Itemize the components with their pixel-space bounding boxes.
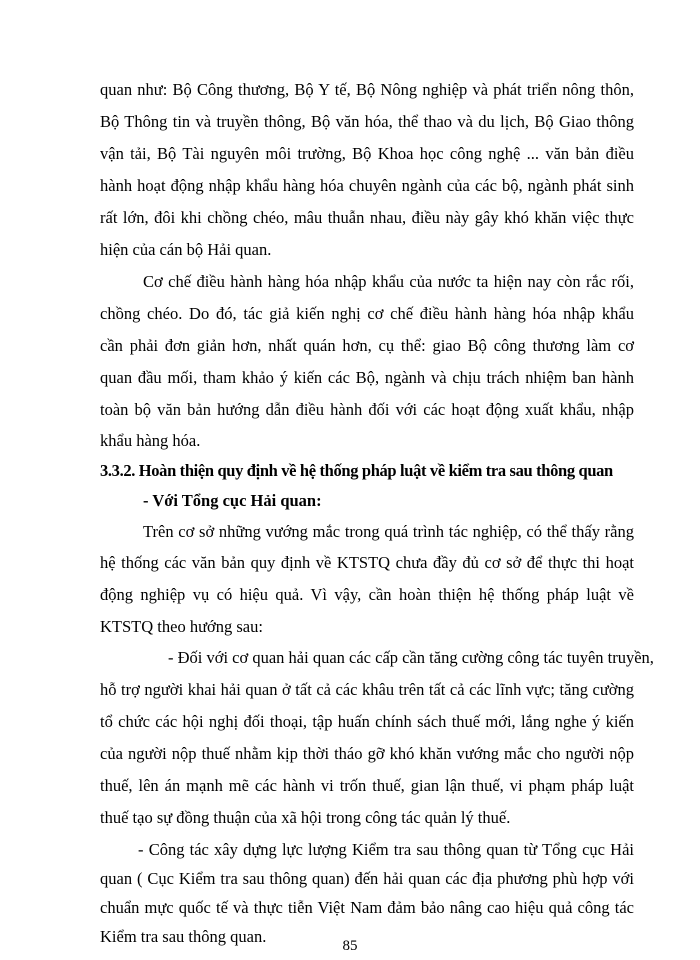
text-line: Bộ Thông tin và truyền thông, Bộ văn hóa, thể thao và du lịch, Bộ Giao thông — [100, 112, 634, 131]
page-number: 85 — [342, 938, 358, 954]
text-line: quan như: Bộ Công thương, Bộ Y tế, Bộ Nông nghiệp và phát triển nông thôn, — [100, 80, 634, 99]
text-line: - Đối với cơ quan hải quan các cấp cần tăng cường công tác tuyên truyền, — [168, 648, 654, 667]
section-heading: 3.3.2. Hoàn thiện quy định về hệ thống pháp luật về kiểm tra sau thông quan — [100, 461, 613, 480]
text-line: khẩu hàng hóa. — [100, 431, 201, 450]
text-line: quan ( Cục Kiểm tra sau thông quan) đến hải quan các địa phương phù hợp với — [100, 869, 634, 888]
text-line: - Công tác xây dựng lực lượng Kiểm tra sau thông quan từ Tổng cục Hải — [138, 840, 634, 859]
text-line: của người nộp thuế nhằm kịp thời tháo gỡ khó khăn vướng mắc cho người nộp — [100, 744, 634, 763]
text-line: Cơ chế điều hành hàng hóa nhập khẩu của nước ta hiện nay còn rắc rối, — [143, 272, 634, 291]
text-line: chuẩn mực quốc tế và thực tiễn Việt Nam đảm bảo nâng cao hiệu quả công tác — [100, 898, 634, 917]
text-line: hệ thống các văn bản quy định về KTSTQ chưa đầy đủ cơ sở để thực thi hoạt — [100, 553, 634, 572]
text-line: hiện của cán bộ Hải quan. — [100, 240, 272, 259]
text-line: Trên cơ sở những vướng mắc trong quá trình tác nghiệp, có thể thấy rằng — [143, 522, 634, 541]
subheading: - Với Tổng cục Hải quan: — [143, 491, 322, 510]
text-line: thuế, lên án mạnh mẽ các hành vi trốn thuế, gian lận thuế, vi phạm pháp luật — [100, 776, 634, 795]
text-line: vận tải, Bộ Tài nguyên môi trường, Bộ Khoa học công nghệ ... văn bản điều — [100, 144, 634, 163]
text-line: chồng chéo. Do đó, tác giả kiến nghị cơ chế điều hành hàng hóa nhập khẩu — [100, 304, 634, 323]
text-line: tổ chức các hội nghị đối thoại, tập huấn chính sách thuế mới, lắng nghe ý kiến — [100, 712, 634, 731]
text-line: cần phải đơn giản hơn, nhất quán hơn, cụ thể: giao Bộ công thương làm cơ — [100, 336, 634, 355]
text-line: quan đầu mối, tham khảo ý kiến các Bộ, ngành và chịu trách nhiệm ban hành — [100, 368, 634, 387]
text-line: rất lớn, đôi khi chồng chéo, mâu thuẫn nhau, điều này gây khó khăn việc thực — [100, 208, 634, 227]
text-line: Kiểm tra sau thông quan. — [100, 927, 267, 946]
text-line: hỗ trợ người khai hải quan ở tất cả các khâu trên tất cả các lĩnh vực; tăng cường — [100, 680, 634, 699]
text-line: động nghiệp vụ có hiệu quả. Vì vậy, cần hoàn thiện hệ thống pháp luật về — [100, 585, 634, 604]
text-line: KTSTQ theo hướng sau: — [100, 617, 263, 636]
text-line: toàn bộ văn bản hướng dẫn điều hành đối với các hoạt động xuất khẩu, nhập — [100, 400, 634, 419]
text-line: hành hoạt động nhập khẩu hàng hóa chuyên ngành của các bộ, ngành phát sinh — [100, 176, 634, 195]
text-line: thuế tạo sự đồng thuận của xã hội trong công tác quản lý thuế. — [100, 808, 511, 827]
